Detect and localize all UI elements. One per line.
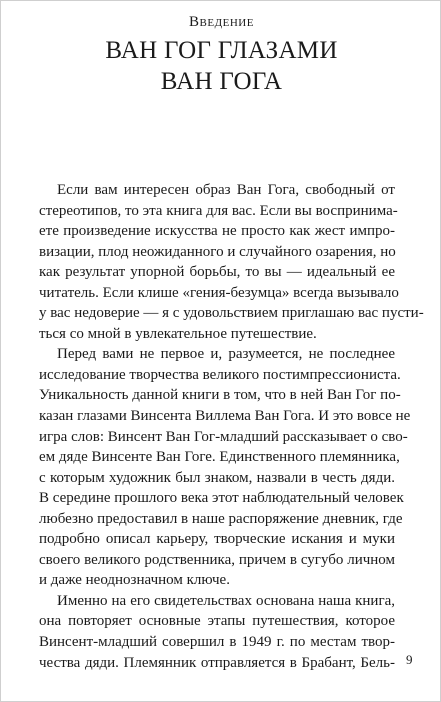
chapter-title xyxy=(1,35,441,97)
paragraph-line: В середине прошлого века этот наблюдательный человек xyxy=(39,490,404,507)
paragraph-line: Уникальность данной книги в том, что в ней Ван Гог по- xyxy=(39,387,401,404)
page-number: 9 xyxy=(406,652,413,667)
paragraph-2 xyxy=(39,344,411,591)
paragraph-line: чества дяди. Племянник отправляется в Брабант, Бель- xyxy=(39,654,395,671)
paragraph-line: Именно на его свидетельствах основана наша книга, xyxy=(57,592,395,609)
body-text xyxy=(39,180,424,673)
paragraph-line: у вас недоверие — я с удовольствием приглашаю вас пусти- xyxy=(39,305,424,322)
paragraph-line: как результат упорной борьбы, то вы — идеальный ее xyxy=(39,264,395,281)
paragraph-line: игра слов: Винсент Ван Гог-младший рассказывает о сво- xyxy=(39,428,408,445)
chapter-kicker: Введение xyxy=(189,14,254,30)
paragraph-line: она повторяет основные этапы путешествия, которое xyxy=(39,613,395,630)
paragraph-line: с которым художник был знаком, назвали в честь дяди. xyxy=(39,469,395,486)
paragraph-line: читатель. Если клише «гения-безумца» всегда вызывало xyxy=(39,284,399,301)
paragraph-line: ем дяде Винсенте Ван Гоге. Единственного племянника, xyxy=(39,449,400,466)
paragraph-line: Винсент-младший совершил в 1949 г. по местам твор- xyxy=(39,634,395,651)
chapter-title-line-1: ВАН ГОГ ГЛАЗАМИ xyxy=(105,37,338,64)
paragraph-line: своего великого родственника, причем в сугубо личном xyxy=(39,551,395,568)
paragraph-line: казан глазами Винсента Виллема Ван Гога. И это вовсе не xyxy=(39,408,411,425)
chapter-title-line-2: ВАН ГОГА xyxy=(160,68,283,95)
paragraph-line: ться со мной в увлекательное путешествие. xyxy=(39,325,317,342)
paragraph-line: ете произведение искусства не просто как жест импро- xyxy=(39,223,395,240)
paragraph-line: стереотипов, то эта книга для вас. Если вы воспринима- xyxy=(39,202,398,219)
paragraph-line: подробно описал карьеру, творческие искания и муки xyxy=(39,531,395,548)
paragraph-1 xyxy=(39,180,424,344)
paragraph-line: и даже неоднозначном ключе. xyxy=(39,572,230,589)
paragraph-3 xyxy=(39,591,395,673)
paragraph-line: визации, плод неожиданного и случайного озарения, но xyxy=(39,243,396,260)
paragraph-line: любезно предоставил в наше распоряжение дневник, где xyxy=(39,510,403,527)
paragraph-line: исследование творчества великого постимпрессиониста. xyxy=(39,366,401,383)
paragraph-line: Перед вами не первое и, разумеется, не последнее xyxy=(57,346,395,363)
paragraph-line: Если вам интересен образ Ван Гога, свободный от xyxy=(57,182,395,198)
